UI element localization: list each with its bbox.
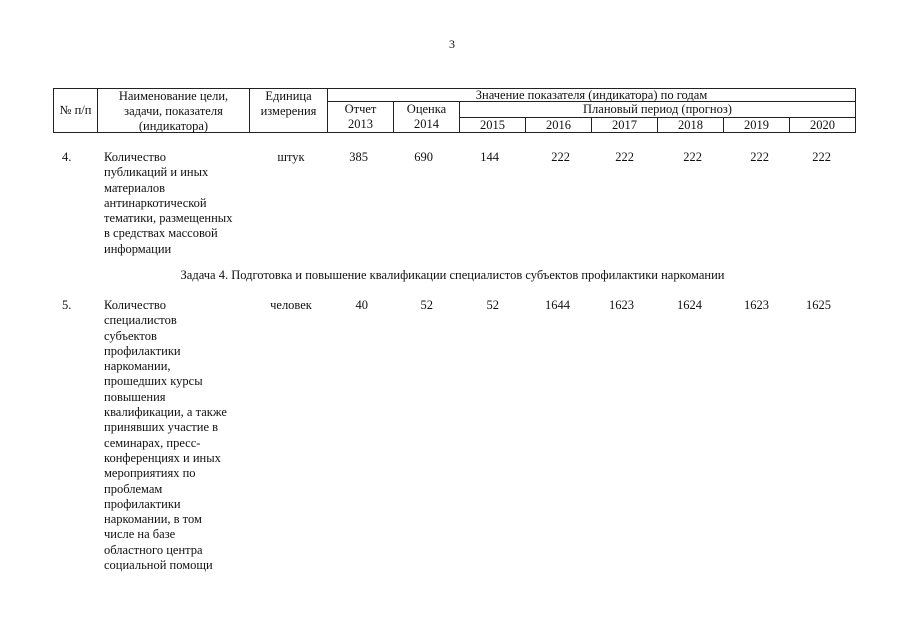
name-line: Количество <box>104 298 166 312</box>
name-line: материалов <box>104 180 166 195</box>
value-2019: 1623 <box>744 298 769 312</box>
value-2013: 385 <box>349 150 368 164</box>
name-line: информации <box>104 241 172 256</box>
header-estimate-year: 2014 <box>414 117 439 131</box>
name-line: наркомании, в том <box>104 512 202 527</box>
name-line: принявших участие в <box>104 420 219 435</box>
value-2015: 144 <box>480 150 499 164</box>
name-line: субъектов <box>104 328 157 343</box>
name-line: семинарах, пресс- <box>104 435 201 450</box>
value-2016: 222 <box>551 150 570 164</box>
value-2017: 1623 <box>609 298 634 312</box>
header-year-2018: 2018 <box>657 118 723 133</box>
value-2018: 1624 <box>677 298 702 312</box>
name-line: мероприятиях по <box>104 466 196 481</box>
name-line: квалификации, а также <box>104 405 227 420</box>
header-name <box>97 88 249 133</box>
value-2017: 222 <box>615 150 634 164</box>
value-2014: 52 <box>420 298 433 312</box>
value-2015: 52 <box>486 298 499 312</box>
header-report-label: Отчет <box>344 102 377 116</box>
header-name-line: (индикатора) <box>138 119 209 133</box>
name-line: антинаркотической <box>104 195 207 210</box>
name-line: Количество <box>104 150 166 164</box>
row-number: 4. <box>62 150 72 164</box>
row-unit: человек <box>270 298 312 312</box>
row-number: 5. <box>62 298 72 312</box>
name-line: числе на базе <box>104 527 176 542</box>
value-2014: 690 <box>414 150 433 164</box>
header-year-2019: 2019 <box>723 118 789 133</box>
row-indicator-name <box>104 298 254 573</box>
name-line: проблемам <box>104 481 163 496</box>
name-line: профилактики <box>104 496 181 511</box>
name-line: профилактики <box>104 343 181 358</box>
name-line: публикаций и иных <box>104 165 209 180</box>
name-line: наркомании, <box>104 359 171 374</box>
value-2019: 222 <box>750 150 769 164</box>
name-line: повышения <box>104 389 166 404</box>
value-2016: 1644 <box>545 298 570 312</box>
task-heading: Задача 4. Подготовка и повышение квалификации специалистов субъектов профилактики наркомании <box>180 268 725 282</box>
header-year-2020: 2020 <box>789 118 856 133</box>
header-name-line: задачи, показателя <box>124 104 223 118</box>
header-unit-line: Единица <box>265 89 312 103</box>
name-line: тематики, размещенных <box>104 211 233 226</box>
name-line: в средствах массовой <box>104 226 218 241</box>
value-2018: 222 <box>683 150 702 164</box>
value-2020: 222 <box>812 150 831 164</box>
name-line: прошедших курсы <box>104 374 203 389</box>
name-line: конференциях и иных <box>104 450 221 465</box>
header-report-year: 2013 <box>348 117 373 131</box>
header-unit <box>249 88 327 133</box>
header-unit-line: измерения <box>260 104 317 118</box>
header-year-2015: 2015 <box>459 118 525 133</box>
header-estimate <box>393 102 459 133</box>
name-line: социальной помощи <box>104 558 213 573</box>
header-name-line: Наименование цели, <box>118 89 229 103</box>
header-report <box>327 102 393 133</box>
header-values-title: Значение показателя (индикатора) по годам <box>327 88 856 102</box>
row-unit: штук <box>277 150 305 164</box>
value-2013: 40 <box>355 298 368 312</box>
name-line: областного центра <box>104 542 203 557</box>
value-2020: 1625 <box>806 298 831 312</box>
row-indicator-name <box>104 150 254 257</box>
page-number: 3 <box>449 37 455 51</box>
header-num: № п/п <box>53 88 97 133</box>
header-estimate-label: Оценка <box>406 102 447 116</box>
table-header <box>53 88 856 133</box>
header-year-2016: 2016 <box>525 118 591 133</box>
header-year-2017: 2017 <box>591 118 657 133</box>
name-line: специалистов <box>104 313 177 328</box>
header-planned-title: Плановый период (прогноз) <box>459 102 856 118</box>
